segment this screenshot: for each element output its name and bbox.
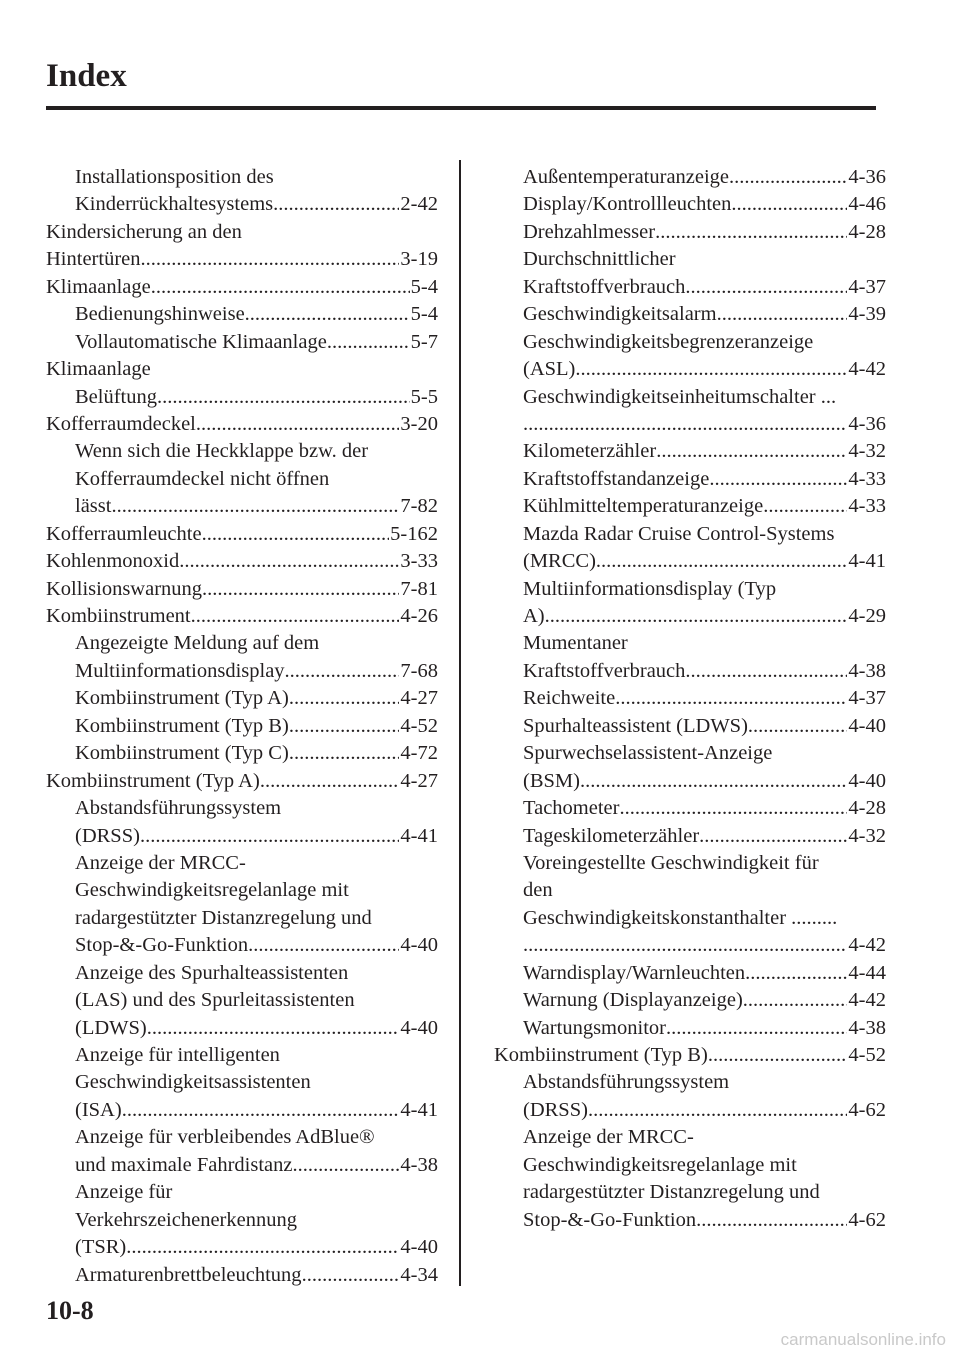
index-entry-page: 4-42 (848, 358, 886, 381)
index-entry-text: Voreingestellte Geschwindigkeit für (523, 851, 819, 874)
index-entry (46, 850, 438, 877)
index-entry-text: Spurwechselassistent-Anzeige (523, 742, 773, 765)
index-entry-text: Kraftstoffverbrauch (523, 275, 686, 298)
index-entry (494, 1124, 886, 1151)
index-entry-text: Hintertüren (46, 248, 141, 271)
index-entry-text: Anzeige des Spurhalteassistenten (75, 961, 349, 984)
index-entry-page: 7-82 (400, 495, 438, 518)
index-entry (46, 630, 438, 657)
index-entry-page: 5-7 (410, 330, 438, 353)
index-entry (494, 493, 886, 520)
index-entry-text: Tageskilometerzähler (523, 824, 700, 847)
index-entry (46, 438, 438, 465)
index-entry (494, 274, 886, 301)
index-entry (494, 960, 886, 987)
index-entry (46, 658, 438, 685)
index-entry-text: Kofferraumleuchte (46, 522, 202, 545)
index-entry-page: 4-44 (848, 961, 886, 984)
index-entry-page: 4-42 (848, 934, 886, 957)
index-entry-page: 5-4 (410, 303, 438, 326)
index-entry-page: 4-39 (848, 303, 886, 326)
index-entry-page: 4-40 (400, 1236, 438, 1259)
dot-leader (656, 438, 847, 465)
dot-leader (545, 603, 848, 630)
dot-leader (696, 1207, 847, 1234)
index-entry (46, 274, 438, 301)
index-entry-text: Geschwindigkeitsregelanlage mit (523, 1153, 797, 1176)
dot-leader (748, 713, 848, 740)
index-entry (46, 576, 438, 603)
dot-leader (147, 1015, 400, 1042)
dot-leader (523, 932, 847, 959)
dot-leader (289, 713, 400, 740)
index-entry-text: Armaturenbrettbeleuchtung (75, 1263, 302, 1286)
index-entry-text: Anzeige für verbleibendes AdBlue® (75, 1126, 375, 1149)
index-entry (494, 630, 886, 657)
dot-leader (709, 466, 847, 493)
index-entry-page: 4-33 (848, 495, 886, 518)
index-entry (494, 795, 886, 822)
index-entry (46, 1124, 438, 1151)
index-entry (494, 987, 886, 1014)
index-entry-page: 7-68 (400, 659, 438, 682)
index-entry-page: 4-38 (848, 1016, 886, 1039)
index-entry-text: Verkehrszeichenerkennung (75, 1208, 297, 1231)
index-entry-text: (DRSS) (75, 824, 140, 847)
dot-leader (289, 685, 400, 712)
index-entry (494, 329, 886, 356)
index-entry-text: Kindersicherung an den (46, 220, 242, 243)
index-entry-text: Wartungsmonitor (523, 1016, 666, 1039)
dot-leader (327, 329, 410, 356)
index-entry-text: Mumentaner (523, 632, 628, 655)
index-column-left (46, 164, 438, 1289)
index-entry-text: Kombiinstrument (Typ A) (75, 687, 289, 710)
dot-leader (685, 658, 847, 685)
dot-leader (151, 274, 410, 301)
index-entry (46, 713, 438, 740)
dot-leader (248, 932, 399, 959)
index-entry-text: Kombiinstrument (Typ C) (75, 742, 289, 765)
index-entry (494, 384, 886, 411)
index-entry (494, 1179, 886, 1206)
index-entry-text: Warndisplay/Warnleuchten (523, 961, 746, 984)
index-entry-page: 5-4 (410, 275, 438, 298)
index-entry (494, 1015, 886, 1042)
dot-leader (523, 411, 847, 438)
index-entry (494, 356, 886, 383)
index-entry-page: 4-37 (848, 275, 886, 298)
index-entry-page: 4-33 (848, 467, 886, 490)
index-entry (46, 768, 438, 795)
dot-leader (615, 685, 847, 712)
index-entry (494, 877, 886, 904)
index-entry (46, 1097, 438, 1124)
index-entry-text: Kofferraumdeckel nicht öffnen (75, 467, 330, 490)
index-entry-text: Anzeige der MRCC- (75, 851, 246, 874)
index-entry-text: Kofferraumdeckel (46, 412, 196, 435)
index-entry (494, 685, 886, 712)
index-entry (494, 576, 886, 603)
index-entry (494, 905, 886, 932)
dot-leader (699, 823, 847, 850)
index-entry-text: (TSR) (75, 1236, 127, 1259)
index-entry-text: Installationsposition des (75, 166, 274, 188)
index-entry (494, 191, 886, 218)
index-entry (494, 521, 886, 548)
index-entry-page: 5-5 (410, 385, 438, 408)
index-entry-text: (LAS) und des Spurleitassistenten (75, 989, 355, 1012)
dot-leader (731, 191, 847, 218)
index-entry (46, 1152, 438, 1179)
index-entry-page: 4-40 (848, 714, 886, 737)
index-entry (46, 603, 438, 630)
dot-leader (745, 960, 847, 987)
index-entry-text: Klimaanlage (46, 358, 151, 381)
index-entry-text: (ISA) (75, 1098, 122, 1121)
index-entry-page: 4-36 (848, 166, 886, 188)
index-entry-text: Belüftung (75, 385, 157, 408)
index-entry-text: Geschwindigkeitseinheitumschalter ... (523, 385, 837, 408)
index-entry-text: (LDWS) (75, 1016, 147, 1039)
index-entry (46, 219, 438, 246)
index-entry-page: 4-40 (400, 1016, 438, 1039)
dot-leader (717, 301, 848, 328)
index-entry (46, 1179, 438, 1206)
index-entry-text: Durchschnittlicher (523, 248, 676, 271)
index-entry-text: Bedienungshinweise (75, 303, 245, 326)
index-entry-page: 4-41 (848, 550, 886, 573)
dot-leader (729, 164, 847, 191)
index-entry (46, 1207, 438, 1234)
index-entry (46, 1262, 438, 1289)
index-entry-text: Vollautomatische Klimaanlage (75, 330, 327, 353)
dot-leader (708, 1042, 848, 1069)
dot-leader (580, 768, 847, 795)
index-entry-text: Spurhalteassistent (LDWS) (523, 714, 748, 737)
index-entry (46, 384, 438, 411)
index-entry-page: 4-29 (848, 605, 886, 627)
index-entry-text: Geschwindigkeitsassistenten (75, 1071, 311, 1094)
index-entry-text: Geschwindigkeitskonstanthalter ......... (523, 906, 838, 929)
index-entry-text: (BSM) (523, 769, 580, 792)
dot-leader (588, 1097, 847, 1124)
index-entry-page: 3-33 (400, 550, 438, 573)
index-entry (46, 164, 438, 191)
index-entry (46, 1069, 438, 1096)
watermark: carmanualsonline.info (780, 1330, 946, 1349)
index-entry-text: Warnung (Displayanzeige) (523, 989, 743, 1012)
index-entry-page: 5-162 (390, 522, 438, 545)
index-entry-page: 4-26 (400, 605, 438, 627)
index-entry (46, 823, 438, 850)
dot-leader (575, 356, 847, 383)
index-entry-page: 2-42 (400, 193, 438, 216)
index-entry (494, 713, 886, 740)
index-entry-text: Kohlenmonoxid (46, 550, 180, 573)
index-entry-text: (ASL) (523, 358, 576, 381)
index-entry (494, 932, 886, 959)
index-entry (46, 1042, 438, 1069)
index-entry-page: 4-72 (400, 742, 438, 765)
dot-leader (763, 493, 847, 520)
index-entry (494, 1042, 886, 1069)
dot-leader (202, 576, 399, 603)
index-entry-text: Kühlmitteltemperaturanzeige (523, 495, 764, 518)
index-entry-page: 4-52 (848, 1044, 886, 1066)
dot-leader (196, 411, 400, 438)
index-entry (46, 493, 438, 520)
index-entry-page: 4-32 (848, 824, 886, 847)
index-entry-text: und maximale Fahrdistanz (75, 1153, 293, 1176)
dot-leader (141, 246, 400, 273)
index-entry-page: 4-62 (848, 1098, 886, 1121)
index-entry-page: 4-41 (400, 1098, 438, 1121)
index-entry-text: Stop-&-Go-Funktion (523, 1208, 697, 1231)
index-entry-text: Anzeige für intelligenten (75, 1044, 280, 1066)
index-entry-text: Wenn sich die Heckklappe bzw. der (75, 440, 369, 463)
index-entry (494, 466, 886, 493)
index-entry (46, 685, 438, 712)
index-entry-text: radargestützter Distanzregelung und (523, 1181, 820, 1204)
index-entry (46, 411, 438, 438)
index-entry-text: Tachometer (523, 797, 620, 820)
index-entry-page: 4-38 (400, 1153, 438, 1176)
index-entry-page: 7-81 (400, 577, 438, 600)
index-entry (46, 960, 438, 987)
index-entry (46, 466, 438, 493)
index-entry (46, 521, 438, 548)
index-entry-text: Kollisionswarnung (46, 577, 203, 600)
dot-leader (285, 658, 400, 685)
index-entry-text: A) (523, 605, 545, 627)
index-entry (494, 850, 886, 877)
index-entry-text: Kombiinstrument (Typ B) (75, 714, 289, 737)
index-entry (494, 768, 886, 795)
index-entry (494, 438, 886, 465)
index-entry-text: Kraftstoffstandanzeige (523, 467, 710, 490)
index-entry-text: Abstandsführungssystem (75, 797, 282, 820)
index-entry (46, 795, 438, 822)
index-entry (494, 164, 886, 191)
index-entry (494, 823, 886, 850)
index-entry (46, 740, 438, 767)
index-entry-text: (MRCC) (523, 550, 596, 573)
index-entry (494, 603, 886, 630)
index-entry-text: Stop-&-Go-Funktion (75, 934, 249, 957)
page-title: Index (46, 58, 127, 94)
index-entry-page: 4-62 (848, 1208, 886, 1231)
index-entry (494, 246, 886, 273)
header-rule (46, 106, 876, 110)
index-entry (494, 411, 886, 438)
index-entry (46, 987, 438, 1014)
dot-leader (157, 384, 410, 411)
dot-leader (685, 274, 847, 301)
index-entry-text: Angezeigte Meldung auf dem (75, 632, 320, 655)
index-entry (46, 905, 438, 932)
dot-leader (191, 603, 400, 630)
index-entry-text: Kombiinstrument (Typ B) (494, 1044, 708, 1066)
index-entry (46, 1015, 438, 1042)
dot-leader (743, 987, 848, 1014)
index-entry (494, 1207, 886, 1234)
index-entry-page: 4-40 (400, 934, 438, 957)
dot-leader (666, 1015, 847, 1042)
index-entry-page: 4-28 (848, 797, 886, 820)
index-entry-page: 4-34 (400, 1263, 438, 1286)
index-entry-text: Geschwindigkeitsalarm (523, 303, 717, 326)
index-entry-text: den (523, 879, 553, 902)
index-entry (494, 1069, 886, 1096)
index-entry-text: Anzeige für (75, 1181, 173, 1204)
index-entry-page: 3-20 (400, 412, 438, 435)
index-entry-text: Drehzahlmesser (523, 220, 656, 243)
index-entry-text: Kinderrückhaltesystems (75, 193, 274, 216)
index-entry-text: Geschwindigkeitsbegrenzeranzeige (523, 330, 814, 353)
index-entry (494, 740, 886, 767)
index-entry-page: 4-32 (848, 440, 886, 463)
index-entry (46, 356, 438, 383)
index-entry (46, 191, 438, 218)
index-column-right (494, 164, 886, 1234)
index-entry-text: Anzeige der MRCC- (523, 1126, 694, 1149)
index-entry-page: 4-38 (848, 659, 886, 682)
index-entry (494, 1152, 886, 1179)
dot-leader (260, 768, 400, 795)
column-divider (459, 160, 461, 1286)
dot-leader (179, 548, 399, 575)
dot-leader (619, 795, 847, 822)
index-entry-page: 4-52 (400, 714, 438, 737)
index-entry-page: 4-40 (848, 769, 886, 792)
index-entry-text: lässt (75, 495, 112, 518)
index-entry-text: Reichweite (523, 687, 616, 710)
index-entry-text: Klimaanlage (46, 275, 151, 298)
dot-leader (273, 191, 399, 218)
index-entry-text: Multiinformationsdisplay (Typ (523, 577, 777, 600)
index-entry-page: 4-41 (400, 824, 438, 847)
dot-leader (202, 521, 390, 548)
index-entry-text: Geschwindigkeitsregelanlage mit (75, 879, 349, 902)
index-entry-page: 4-27 (400, 687, 438, 710)
dot-leader (111, 493, 399, 520)
index-entry (46, 246, 438, 273)
index-entry-text: Außentemperaturanzeige (523, 166, 730, 188)
dot-leader (126, 1234, 399, 1261)
index-entry-text: Abstandsführungssystem (523, 1071, 730, 1094)
index-entry (494, 1097, 886, 1124)
page-number: 10-8 (46, 1296, 94, 1325)
index-entry-text: Mazda Radar Cruise Control-Systems (523, 522, 835, 545)
index-entry (494, 219, 886, 246)
index-entry-page: 4-36 (848, 412, 886, 435)
index-entry-page: 3-19 (400, 248, 438, 271)
dot-leader (122, 1097, 400, 1124)
index-entry-text: Kraftstoffverbrauch (523, 659, 686, 682)
dot-leader (245, 301, 410, 328)
dot-leader (655, 219, 847, 246)
index-entry-text: (DRSS) (523, 1098, 588, 1121)
index-entry (46, 877, 438, 904)
index-entry-text: Kombiinstrument (46, 605, 191, 627)
index-entry (494, 658, 886, 685)
index-entry-page: 4-28 (848, 220, 886, 243)
index-entry-page: 4-42 (848, 989, 886, 1012)
dot-leader (289, 740, 400, 767)
index-entry (494, 301, 886, 328)
index-entry-text: Kilometerzähler (523, 440, 657, 463)
index-entry (46, 329, 438, 356)
index-entry-text: Kombiinstrument (Typ A) (46, 769, 260, 792)
index-entry-text: Multiinformationsdisplay (75, 659, 285, 682)
index-entry-text: Display/Kontrollleuchten (523, 193, 732, 216)
dot-leader (140, 823, 399, 850)
index-entry (46, 301, 438, 328)
index-entry (494, 548, 886, 575)
index-entry-page: 4-37 (848, 687, 886, 710)
index-entry-page: 4-27 (400, 769, 438, 792)
dot-leader (596, 548, 848, 575)
dot-leader (292, 1152, 399, 1179)
index-entry-page: 4-46 (848, 193, 886, 216)
index-entry (46, 1234, 438, 1261)
index-entry (46, 932, 438, 959)
index-entry-text: radargestützter Distanzregelung und (75, 906, 372, 929)
dot-leader (302, 1262, 400, 1289)
index-entry (46, 548, 438, 575)
